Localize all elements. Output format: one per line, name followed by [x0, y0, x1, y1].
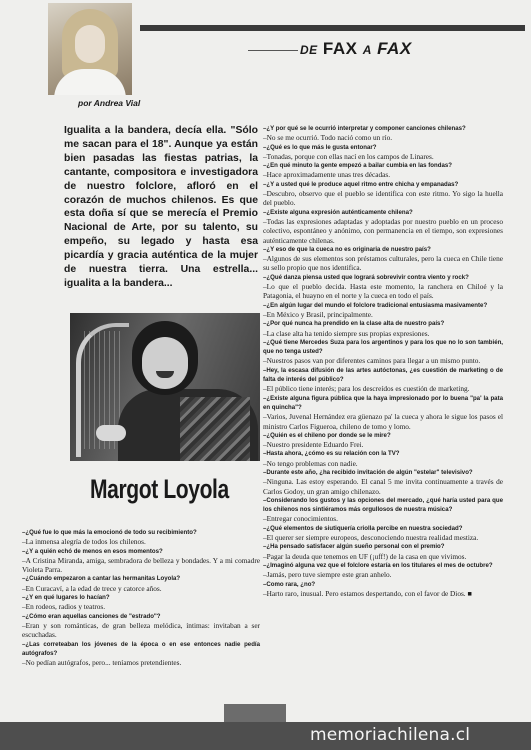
title-rule	[248, 50, 298, 51]
interview-answer: –Eran y son románticas, de gran belleza melódica, íntimas: invitaban a ser escuchadas.	[22, 620, 260, 640]
interview-answer: –El público tiene interés; para los descreídos es cuestión de marketing.	[263, 384, 470, 394]
section-title	[300, 39, 412, 59]
interview-question: –¿Existe alguna figura pública que la haya impresionado por lo buena "pa' la pata en quincha"?	[263, 394, 503, 411]
interview-question: –¿Cómo eran aquellas canciones de "estrado"?	[22, 612, 161, 620]
interview-question: –¿Qué elementos de siutiquería criolla percibe en nuestra sociedad?	[263, 524, 463, 532]
subject-name: Margot Loyola	[90, 474, 229, 504]
interview-question: –¿Y a usted qué le produce aquel ritmo entre chicha y empanadas?	[263, 180, 459, 188]
interview-answer: –Hace aproximadamente unas tres décadas.	[263, 170, 391, 180]
interview-question: –Durante este año, ¿ha recibido invitación de algún "estelar" televisivo?	[263, 468, 473, 476]
author-photo	[48, 3, 132, 95]
interview-left-column	[22, 528, 260, 667]
interview-question: –¿Y eso de que la cueca no es originaria de nuestro país?	[263, 245, 431, 253]
interview-question: –¿Qué danza piensa usted que logrará sobrevivir contra viento y rock?	[263, 273, 469, 281]
interview-question: –¿Cuándo empezaron a cantar las hermanitas Loyola?	[22, 575, 181, 583]
interview-question: –¿Qué fue lo que más la emocionó de todo su recibimiento?	[22, 529, 197, 536]
interview-answer: –Lo que el pueblo decida. Hasta este momento, la ranchera en Chiloé y la Patagonia, el huayno en el norte y la cueca en todo el país.	[263, 282, 503, 301]
interview-answer: –Algunos de sus elementos son préstamos culturales, pero la cueca en Chile tiene su sello propio que nos identifica.	[263, 254, 503, 273]
interview-question: –¿Las correteaban los jóvenes de la época o en ese entonces nadie pedía autógrafos?	[22, 640, 260, 657]
interview-answer: –Nuestro presidente Eduardo Frei.	[263, 440, 364, 450]
interview-question: –¿Y en qué lugares lo hacían?	[22, 594, 110, 602]
interview-question: –¿Ha pensado satisfacer algún sueño personal con el premio?	[263, 543, 445, 551]
interview-answer: –Todas las expresiones adaptadas y adoptadas por nuestro pueblo en un proceso colectivo, espontáneo y anónimo, con permanencia en el tiempo, son expresiones auténticamente chilenas.	[263, 216, 503, 245]
site-watermark: memoriachilena.cl	[310, 725, 471, 745]
interview-question: –Como rara, ¿no?	[263, 580, 316, 588]
interview-question: –¿Existe alguna expresión auténticamente chilena?	[263, 208, 413, 216]
interview-answer: –En Curacaví, a la edad de trece y catorce años.	[22, 583, 162, 593]
interview-question: –¿Y a quién echó de menos en esos momentos?	[22, 547, 163, 555]
interview-answer: –No pedían autógrafos, pero... teníamos pretendientes.	[22, 658, 182, 668]
interview-answer: –La clase alta ha tenido siempre sus propias expresiones.	[263, 328, 430, 338]
interview-answer: –No tengo problemas con nadie.	[263, 458, 358, 468]
interview-answer: –No se me ocurrió. Todo nació como un río.	[263, 133, 393, 143]
interview-answer: –Nuestros pasos van por diferentes caminos para llegar a un mismo punto.	[263, 356, 481, 366]
lede-paragraph: Igualita a la bandera, decía ella. "Sólo me sacan para el 18". Aunque ya están bien pasadas las fiestas patrias, la cantante, compositora e investigadora de nuestro folclore, afloró en el corazón de muchos chilenos. Es que esta doña sí que se merecía el Premio Nacional de Arte, por su talento, su empeño, su legado y hasta esa picardía y gracia auténtica de la mujer de nuestra tierra. Una estrella... igualita a la bandera...	[64, 125, 258, 289]
interview-answer: –En rodeos, radios y teatros.	[22, 602, 106, 612]
interview-answer: –Varios, Juvenal Hernández era güenazo pa' la cueca y ahora le sigue los pasos el ministro Carlos Figueroa, chileno de tomo y lomo.	[263, 412, 503, 431]
interview-answer: –Harto raro, inusual. Pero estamos despertando, con el favor de Dios. ■	[263, 588, 472, 598]
interview-answer: –A Cristina Miranda, amiga, sembradora de belleza y bondades. Y a mi comadre Violeta Parra.	[22, 555, 260, 575]
interview-question: –¿Imaginó alguna vez que el folclore estaría en los titulares el mes de octubre?	[263, 561, 493, 569]
interview-question: –Hey, la escasa difusión de las artes autóctonas, ¿es cuestión de marketing o de falta de interés del público?	[263, 366, 503, 384]
section-word2: FAX	[377, 39, 412, 58]
interview-answer: –Tonadas, porque con ellas nací en los campos de Linares.	[263, 151, 434, 161]
interview-question: –¿En qué minuto la gente empezó a bailar cumbia en las fondas?	[263, 162, 452, 170]
interview-question: –¿Qué tiene Mercedes Suza para los argentinos y para los que no lo son también, que no tenga usted?	[263, 338, 503, 356]
interview-answer: –Jamás, pero tuve siempre este gran anhelo.	[263, 570, 392, 580]
interview-question: –Considerando los gustos y las opciones del mercado, ¿qué haría usted para que los chilenos nos sintiéramos más orgullosos de nuestra música?	[263, 496, 503, 514]
section-prefix: DE	[300, 43, 318, 57]
interview-answer: –Pagar la deuda que tenemos en UF (¡uff!) de la casa en que vivimos.	[263, 551, 467, 561]
subject-photo	[70, 313, 260, 461]
section-word1: FAX	[322, 39, 358, 58]
interview-right-column	[263, 124, 503, 598]
interview-question: –¿Quién es el chileno por donde se le mire?	[263, 431, 391, 439]
interview-question: –Hasta ahora, ¿cómo es su relación con la TV?	[263, 450, 400, 458]
interview-question: –¿Y por qué se le ocurrió interpretar y componer canciones chilenas?	[263, 125, 466, 132]
interview-question: –¿En algún lugar del mundo el folclore tradicional entusiasma masivamente?	[263, 301, 488, 309]
interview-answer: –Ninguna. Las estoy esperando. El canal 5 me invita continuamente a través de Carlos Godoy, un gran amigo chilenazo.	[263, 477, 503, 496]
interview-answer: –Entregar conocimientos.	[263, 514, 338, 524]
page-tab	[224, 704, 286, 722]
interview-answer: –El querer ser siempre europeos, desconociendo nuestra realidad mestiza.	[263, 533, 479, 543]
interview-question: –¿Qué es lo que más le gusta entonar?	[263, 143, 377, 151]
header-rule	[140, 25, 525, 31]
interview-answer: –En México y Brasil, principalmente.	[263, 309, 373, 319]
section-join: A	[362, 43, 372, 57]
interview-answer: –Descubro, observo que el pueblo se identifica con este ritmo. Yo sigo la huella del pueblo.	[263, 189, 503, 208]
interview-answer: –La inmensa alegría de todos los chilenos.	[22, 537, 146, 547]
interview-question: –¿Por qué nunca ha prendido en la clase alta de nuestro país?	[263, 320, 445, 328]
byline: por Andrea Vial	[78, 98, 141, 108]
